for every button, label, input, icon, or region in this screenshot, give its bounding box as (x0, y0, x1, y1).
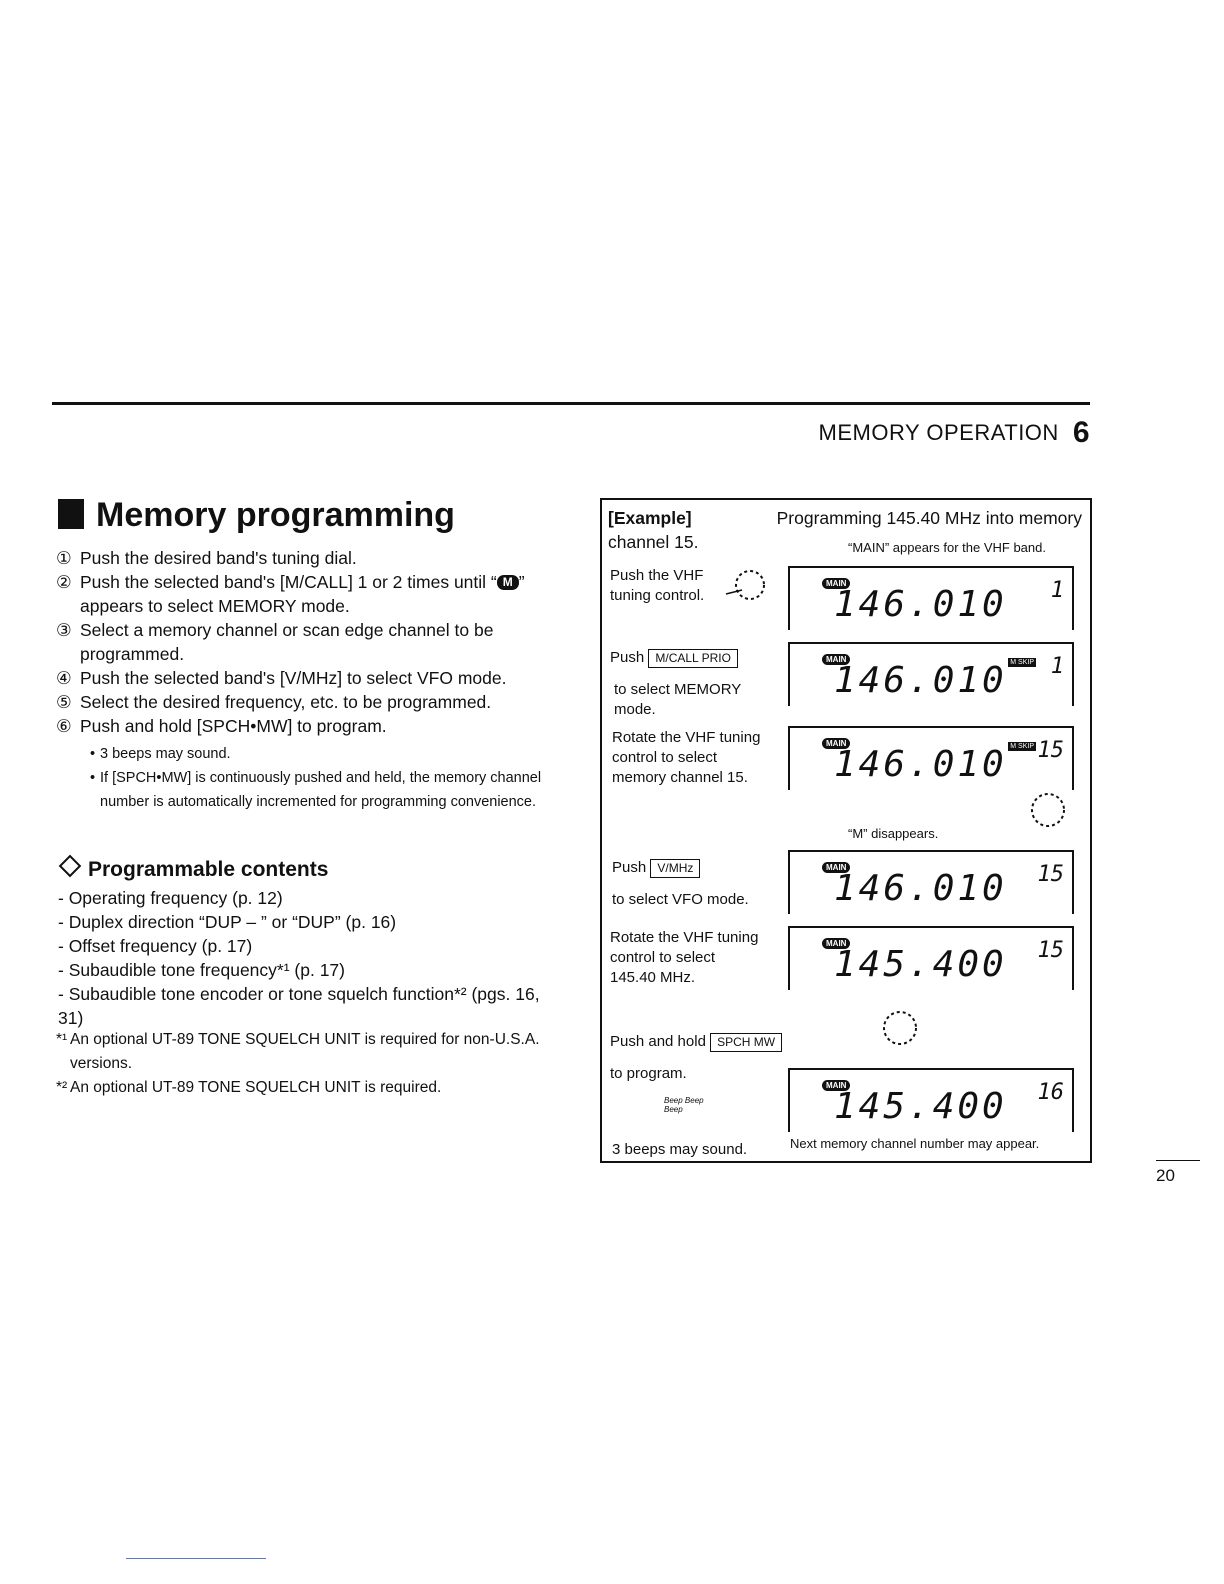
step-5: ⑤ Select the desired frequency, etc. to be programmed. (56, 692, 492, 712)
step-1: ① Push the desired band's tuning dial. (56, 548, 357, 568)
page-header (819, 414, 1090, 448)
lcd-display-3: MAIN 146.010 M SKIP 15 (788, 726, 1074, 790)
tuning-dial-icon (724, 562, 772, 608)
list-item: - Subaudible tone frequency*¹ (p. 17) (58, 960, 345, 980)
lcd-display-1: MAIN 146.010 1 (788, 566, 1074, 630)
step-3: ③ Select a memory channel or scan edge channel to be programmed. (56, 620, 494, 664)
footnotes (56, 1028, 550, 1100)
list-item: • 3 beeps may sound. (90, 746, 231, 762)
lcd-display-4: MAIN 146.010 15 (788, 850, 1074, 914)
next-channel-note: Next memory channel number may appear. (790, 1136, 1040, 1151)
diamond-icon (59, 855, 82, 878)
footnote-2: *² An optional UT-89 TONE SQUELCH UNIT is required. (56, 1079, 442, 1096)
m-disappears-note: “M” disappears. (848, 826, 939, 841)
example-step-5: Rotate the VHF tuning control to select 145.40 MHz. (610, 929, 759, 986)
example-heading: [Example] Programming 145.40 MHz into memory channel 15. (608, 508, 1082, 552)
footer-line (126, 1558, 266, 1559)
example-step-3: Rotate the VHF tuning control to select memory channel 15. (612, 729, 761, 786)
beep-graphic: Beep Beep Beep (664, 1096, 704, 1114)
example-step-4: Push V/MHz (612, 858, 700, 878)
tuning-dial-icon (864, 1004, 936, 1052)
chapter-number: 6 (1072, 416, 1090, 449)
subheading: Programmable contents (58, 858, 328, 882)
page-number-rule (1156, 1160, 1200, 1161)
example-step-7: 3 beeps may sound. (612, 1141, 748, 1158)
spch-mw-key: SPCH MW (710, 1033, 782, 1052)
contents-list (58, 886, 550, 1030)
lcd-display-6: MAIN 145.400 16 (788, 1068, 1074, 1132)
square-bullet-icon (58, 499, 84, 529)
step-6: ⑥ Push and hold [SPCH•MW] to program. (56, 716, 387, 736)
list-item: - Offset frequency (p. 17) (58, 936, 253, 956)
step-notes (90, 742, 550, 814)
example-step-6: Push and hold SPCH MW (610, 1032, 782, 1052)
mcall-prio-key: M/CALL PRIO (648, 649, 738, 668)
tuning-dial-icon (1012, 786, 1084, 834)
step-2: ② Push the selected band's [M/CALL] 1 or 2 times until “ M ” appears to select MEMORY mode. (56, 572, 525, 616)
list-item: - Duplex direction “DUP – ” or “DUP” (p. 16) (58, 912, 397, 932)
section-heading (58, 496, 455, 535)
page-number: 20 (1156, 1166, 1175, 1185)
main-note: “MAIN” appears for the VHF band. (848, 540, 1046, 555)
heading-text: Memory programming (96, 496, 455, 534)
footnote-1: *¹ An optional UT-89 TONE SQUELCH UNIT is required for non-U.S.A. versions. (56, 1031, 540, 1072)
header-rule (52, 402, 1090, 405)
list-item: • If [SPCH•MW] is continuously pushed and held, the memory channel number is automatically incremented for programming convenience. (90, 770, 542, 810)
example-step-2: Push M/CALL PRIO (610, 648, 738, 668)
list-item: - Subaudible tone encoder or tone squelch function*² (pgs. 16, 31) (58, 984, 540, 1028)
lcd-display-5: MAIN 145.400 15 (788, 926, 1074, 990)
vmhz-key: V/MHz (650, 859, 700, 878)
lcd-display-2: MAIN 146.010 M SKIP 1 (788, 642, 1074, 706)
list-item: - Operating frequency (p. 12) (58, 888, 283, 908)
steps-list (56, 546, 550, 814)
memory-indicator-icon: M (497, 575, 519, 590)
step-4: ④ Push the selected band's [V/MHz] to select VFO mode. (56, 668, 507, 688)
section-title: MEMORY OPERATION (818, 420, 1059, 445)
example-step-1: Push the VHF tuning control. (610, 567, 705, 604)
